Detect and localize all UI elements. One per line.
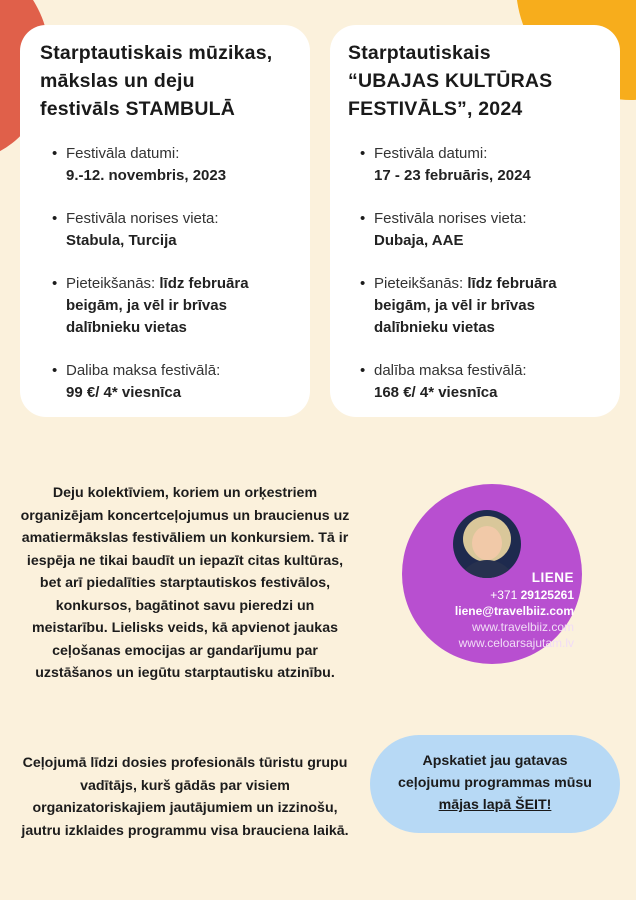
venue-label: Festivāla norises vieta:: [66, 210, 219, 227]
festival-details-list: [348, 143, 610, 404]
phone-prefix: +371: [490, 588, 518, 602]
dates-label: Festivāla datumi:: [66, 145, 180, 162]
fee-label: Daliba maksa festivālā:: [66, 362, 221, 379]
dates-value: 9.-12. novembris, 2023: [66, 167, 227, 184]
festival-title: Starptautiskais mūzikas, mākslas un deju festivāls STAMBULĀ: [40, 42, 273, 120]
intro-paragraph: Deju kolektīviem, koriem un orķestriem organizējam koncertceļojumus un braucienus uz amatiermākslas festivāliem un konkursiem. Tā ir iespēja ne tikai baudīt un iepazīt citas kultūras, bet arī piedalīties starptautiskos festivālos, konkursos, bagātinot savu pieredzi un meistarību. Lielisks veids, kā apvienot jaukas ceļošanas emocijas ar gandarījumu par uzstāšanos un iegūtu starptautisku atzinību.: [20, 485, 350, 681]
fee-value: 99 €/ 4* viesnīca: [66, 384, 182, 401]
festival-fee-item: [40, 360, 298, 404]
festival-details-list: [40, 143, 298, 404]
dates-value: 17 - 23 februāris, 2024: [374, 167, 531, 184]
avatar: [453, 510, 521, 578]
apply-value-first: līdz februāra: [159, 275, 249, 292]
avatar-face: [472, 526, 502, 560]
avatar-shirt: [457, 560, 517, 578]
venue-value: Dubaja, AAE: [374, 232, 464, 249]
apply-label: Pieteikšanās:: [374, 275, 464, 292]
festival-card-dubai: [330, 25, 620, 417]
apply-label: Pieteikšanās:: [66, 275, 156, 292]
dates-label: Festivāla datumi:: [374, 145, 488, 162]
festival-dates-item: [348, 143, 610, 187]
festival-fee-item: [348, 360, 610, 404]
festival-card-istanbul: [20, 25, 310, 417]
festival-venue-item: [40, 208, 298, 252]
festival-apply-item: [348, 273, 610, 339]
phone-number: 29125261: [520, 588, 574, 602]
festival-title: Starptautiskais “UBAJAS KULTŪRAS FESTIVĀLS”, 2024: [348, 42, 553, 120]
contact-phone[interactable]: [490, 588, 574, 603]
website-link-travelbiiz[interactable]: www.travelbiiz.com: [471, 620, 574, 634]
festival-venue-item: [348, 208, 610, 252]
guide-paragraph: Ceļojumā līdzi dosies profesionāls tūristu grupu vadītājs, kurš gādās par visiem organizatoriskajiem jautājumiem un izzinošu, jautru izklaides programmu visa brauciena laikā.: [21, 755, 349, 839]
venue-label: Festivāla norises vieta:: [374, 210, 527, 227]
venue-value: Stabula, Turcija: [66, 232, 177, 249]
contact-email-link[interactable]: liene@travelbiiz.com: [454, 604, 574, 618]
fee-value: 168 €/ 4* viesnīca: [374, 384, 498, 401]
cta-website-link[interactable]: mājas lapā ŠEIT!: [438, 797, 552, 813]
cta-pill[interactable]: [370, 735, 620, 833]
cta-line-2: ceļojumu programmas mūsu: [398, 775, 592, 791]
contact-name: LIENE: [531, 570, 574, 585]
website-link-celoarsajutam[interactable]: www.celoarsajutam.lv: [458, 636, 574, 650]
fee-label: dalība maksa festivālā:: [374, 362, 527, 379]
festival-apply-item: [40, 273, 298, 339]
apply-value-first: līdz februāra: [467, 275, 557, 292]
festival-dates-item: [40, 143, 298, 187]
apply-value-rest: beigām, ja vēl ir brīvas dalībnieku vietas: [374, 297, 535, 336]
cta-line-1: Apskatiet jau gatavas: [422, 753, 568, 769]
apply-value-rest: beigām, ja vēl ir brīvas dalībnieku vietas: [66, 297, 227, 336]
